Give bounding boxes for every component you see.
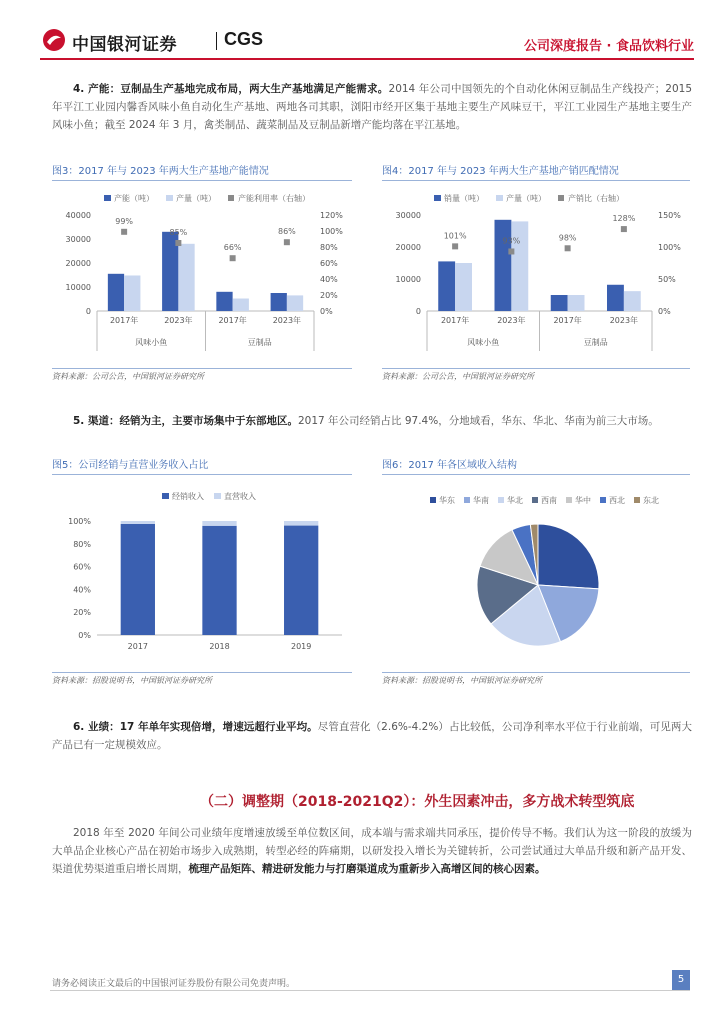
fig3-y2-tick: 0% [320,307,333,316]
fig4-x-tick: 2017年 [553,316,582,325]
fig3-title: 图3：2017 年与 2023 年两大生产基地产能情况 [52,166,269,177]
logo-cgs: CGS [224,29,264,49]
fig4-y-tick: 0 [415,307,421,316]
fig6-title-rule [382,474,690,475]
cgs-logo-icon [42,28,66,52]
fig3-y2-tick: 20% [320,291,338,300]
fig4-chart [382,183,690,363]
fig4-ratio-label: 128% [612,214,636,224]
fig4-x-tick: 2017年 [440,316,470,325]
fig6-title: 图6：2017 年各区域收入结构 [382,460,517,471]
fig5-bar [202,526,236,635]
fig4-x-tick: 2023年 [497,316,526,325]
fig3-ratio-label: 86% [277,227,296,237]
paragraph-adjustment-body: 2018 年至 2020 年间公司业绩年度增速放缓至单位数区间，成本端与需求端共同承压，提价传导不畅。我们认为这一阶段的放缓为大单品企业核心产品在初始市场步入成熟期，转型必经的阵痛期，以研发投入增长为关键转折，公司尝试通过大单品升级和新产品开发、渠道优势渠道重启增长周期， [52,827,692,875]
fig3-bar [178,244,194,311]
fig3-y2-tick: 60% [320,259,338,268]
fig3-y2-tick: 120% [320,211,343,220]
paragraph-adjustment [52,824,692,878]
fig3-legend-swatch [166,195,173,201]
fig3-legend-label: 产能（吨） [114,194,154,203]
fig5-x-tick: 2018 [209,642,230,651]
fig6-bottom-rule [382,672,690,673]
fig3-ratio-marker [284,239,290,245]
fig4-y2-tick: 0% [658,307,671,316]
fig3-ratio-marker [121,229,127,235]
fig4-y2-tick: 150% [658,211,681,220]
paragraph-capacity [52,80,692,134]
fig6-chart [382,477,690,667]
fig4-bar [568,295,585,311]
fig4-bar [511,221,528,311]
fig4-ratio-marker [621,226,627,232]
fig6-legend-swatch [600,497,606,503]
fig6-slice [538,524,599,589]
fig5-bar [284,521,318,526]
fig6-legend-label: 华中 [575,496,591,505]
fig6-legend-swatch [634,497,640,503]
fig3-group-label: 豆制品 [247,338,272,347]
fig5-y-tick: 20% [73,608,91,618]
fig4-bar [607,285,624,311]
fig5-legend-label: 直营收入 [224,492,256,501]
fig4-bar [624,291,641,311]
fig6-legend-swatch [464,497,470,503]
fig4-legend-label: 销量（吨） [444,194,484,203]
footer-disclaimer: 请务必阅读正文最后的中国银河证券股份有限公司免责声明。 [52,979,296,989]
fig4-y2-tick: 50% [658,275,676,284]
fig5-y-tick: 40% [73,585,91,595]
fig3-ratio-label: 85% [169,228,188,237]
fig4-ratio-label: 98% [558,233,577,243]
section-title: （二）调整期（2018-2021Q2）：外生因素冲击，多方战术转型筑底 [200,794,635,810]
fig3-y2-tick: 100% [320,227,343,236]
fig4-ratio-label: 93% [502,236,521,246]
paragraph-capacity-heading: 4. 产能：豆制品生产基地完成布局，两大生产基地满足产能需求。 [73,83,389,95]
fig6-legend-label: 西北 [609,496,625,505]
fig6-legend-label: 东北 [643,496,659,505]
footer-divider [50,990,690,991]
fig3-x-tick: 2023年 [164,316,193,325]
fig4-legend-label: 产量（吨） [506,194,546,203]
fig5-source: 资料来源：招股说明书，中国银河证券研究所 [52,676,212,685]
fig3-bar [124,275,140,311]
fig4-y2-tick: 100% [658,243,681,252]
paragraph-channel-heading: 5. 渠道：经销为主，主要市场集中于东部地区。 [73,415,298,427]
fig4-bar [551,295,568,311]
fig5-x-tick: 2019 [290,642,312,651]
fig3-y-tick: 30000 [65,235,91,244]
fig3-y-tick: 20000 [65,259,91,268]
fig5-y-tick: 80% [73,539,91,549]
fig5-legend-swatch [162,493,169,499]
paragraph-performance-body: 尽管直营化（2.6%-4.2%）占比较低，公司净利率水平位于行业前端，可见两大产品已有一定规模效应。 [52,721,693,751]
fig4-y-tick: 10000 [395,275,421,284]
fig3-legend-label: 产量（吨） [176,194,216,203]
fig4-legend-swatch [434,195,441,201]
fig3-ratio-marker [175,240,181,246]
fig6-source: 资料来源：招股说明书，中国银河证券研究所 [382,676,542,685]
fig6-legend-label: 华北 [507,496,523,505]
fig4-source: 资料来源：公司公告，中国银河证券研究所 [382,372,534,381]
fig5-bottom-rule [52,672,352,673]
fig6-legend-swatch [532,497,538,503]
fig3-bar [233,299,249,311]
paragraph-adjustment-bold: 梳理产品矩阵、精进研发能力与打磨渠道成为重新步入高增区间的核心因素。 [188,863,546,875]
page-header [40,26,694,56]
fig4-y-tick: 20000 [395,243,421,252]
fig5-bar [121,521,155,524]
fig5-chart [52,477,352,667]
fig3-title-rule [52,180,352,181]
fig5-bar [284,526,318,635]
fig3-bar [216,292,232,311]
fig4-ratio-label: 101% [443,231,467,241]
fig3-bar [287,295,303,311]
paragraph-capacity-body: 2014 年公司中国领先的个自动化休闲豆制品生产线投产；2015 年平江工业园内馨香风味小鱼自动化生产基地、两地各司其职，浏阳市经开区集于基地主要生产风味豆干，平江工业园生产基地主要生产风味小鱼；截至 2024 年 3 月，禽类制品、蔬菜制品及豆制品新增产能均落在平江基地。 [52,83,692,131]
fig4-bar [455,263,472,311]
fig3-x-tick: 2017年 [109,316,139,325]
fig4-y-tick: 30000 [395,211,421,220]
fig4-group-label: 豆制品 [583,338,608,347]
fig5-title: 图5：公司经销与直营业务收入占比 [52,460,209,471]
paragraph-channel-body: 2017 年公司经销占比 97.4%，分地域看，华东、华北、华南为前三大市场。 [297,415,659,427]
fig6-legend-label: 华东 [439,496,455,505]
fig3-y-tick: 40000 [65,211,91,220]
fig3-bar [108,274,124,311]
header-divider [40,58,694,60]
fig4-ratio-marker [452,243,458,249]
fig5-legend-label: 经销收入 [172,492,204,501]
fig3-ratio-label: 66% [223,243,242,253]
fig5-y-tick: 100% [68,517,91,526]
page-number: 5 [672,970,690,990]
fig3-bar [271,293,287,311]
fig3-x-tick: 2023年 [272,316,302,325]
fig5-y-tick: 60% [73,562,91,572]
fig3-legend-swatch [104,195,111,201]
logo-text: 中国银河证券 [72,35,177,55]
fig4-legend-swatch [558,195,564,201]
fig5-y-tick: 0% [78,631,91,640]
fig4-legend-swatch [496,195,503,201]
fig4-bar [495,220,512,311]
logo-separator [216,32,217,50]
fig3-y-tick: 0 [85,307,91,316]
paragraph-performance-heading: 6. 业绩：17 年单年实现倍增，增速远超行业平均。 [73,721,318,733]
fig5-x-tick: 2017 [127,642,149,651]
fig3-legend-swatch [228,195,234,201]
fig3-chart [52,183,352,363]
fig4-title: 图4：2017 年与 2023 年两大生产基地产销匹配情况 [382,166,619,177]
fig4-bar [438,261,455,311]
fig4-bottom-rule [382,368,690,369]
fig3-y2-tick: 40% [320,275,338,284]
fig5-bar [121,524,155,635]
fig3-y2-tick: 80% [320,243,338,252]
fig6-legend-swatch [498,497,504,503]
fig3-ratio-label: 99% [115,216,134,226]
fig4-ratio-marker [565,245,571,251]
fig5-legend-swatch [214,493,221,499]
fig4-legend-label: 产销比（右轴） [568,194,624,203]
fig4-group-label: 风味小鱼 [467,338,500,347]
paragraph-channel [52,412,692,430]
fig5-title-rule [52,474,352,475]
fig3-source: 资料来源：公司公告，中国银河证券研究所 [52,372,204,381]
fig3-x-tick: 2017年 [218,316,247,325]
fig3-group-label: 风味小鱼 [135,338,168,347]
fig4-ratio-marker [508,248,514,254]
report-type: 公司深度报告 · 食品饮料行业 [524,39,694,54]
fig3-y-tick: 10000 [65,283,91,292]
fig6-legend-label: 华南 [473,496,489,505]
fig3-ratio-marker [230,255,236,261]
paragraph-performance [52,718,692,754]
fig6-legend-swatch [566,497,572,503]
fig4-x-tick: 2023年 [609,316,639,325]
fig5-bar [202,521,236,526]
fig4-title-rule [382,180,690,181]
fig3-legend-label: 产能利用率（右轴） [238,194,310,203]
fig6-legend-swatch [430,497,436,503]
fig3-bottom-rule [52,368,352,369]
fig6-legend-label: 西南 [541,496,557,505]
